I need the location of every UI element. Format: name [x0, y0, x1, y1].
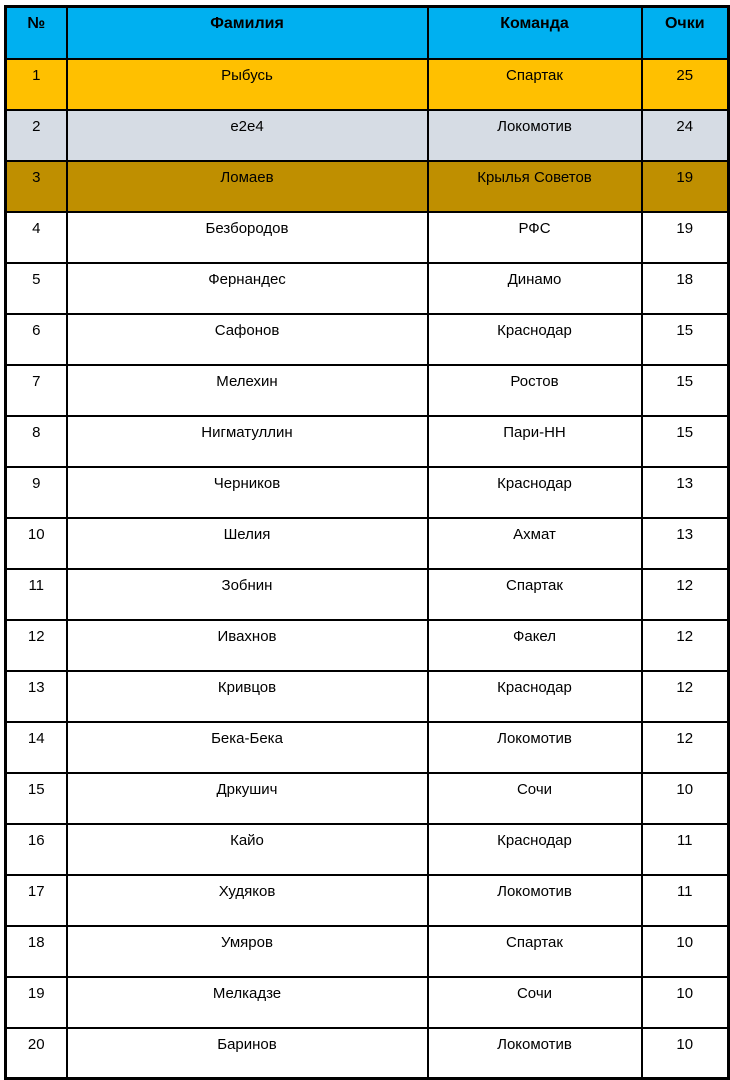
column-header-team: Команда — [428, 7, 642, 59]
table-row — [6, 926, 729, 977]
surname-cell: Ивахнов — [67, 620, 428, 671]
table-body — [6, 59, 729, 1079]
points-cell: 15 — [642, 365, 729, 416]
team-cell: Локомотив — [428, 875, 642, 926]
points-cell: 24 — [642, 110, 729, 161]
team-cell: Ахмат — [428, 518, 642, 569]
rank-cell: 19 — [6, 977, 67, 1028]
surname-cell: Дркушич — [67, 773, 428, 824]
surname-cell: Бека-Бека — [67, 722, 428, 773]
table-row — [6, 977, 729, 1028]
points-cell: 13 — [642, 467, 729, 518]
table-row — [6, 263, 729, 314]
column-header-surname: Фамилия — [67, 7, 428, 59]
points-cell: 12 — [642, 671, 729, 722]
points-cell: 10 — [642, 1028, 729, 1079]
rank-cell: 17 — [6, 875, 67, 926]
team-cell: Локомотив — [428, 110, 642, 161]
rank-cell: 2 — [6, 110, 67, 161]
surname-cell: Рыбусь — [67, 59, 428, 110]
points-cell: 19 — [642, 161, 729, 212]
table-row — [6, 824, 729, 875]
team-cell: Факел — [428, 620, 642, 671]
table-row — [6, 161, 729, 212]
surname-cell: Кривцов — [67, 671, 428, 722]
team-cell: Локомотив — [428, 722, 642, 773]
table-row — [6, 314, 729, 365]
rank-cell: 8 — [6, 416, 67, 467]
team-cell: Сочи — [428, 977, 642, 1028]
team-cell: Спартак — [428, 569, 642, 620]
rank-cell: 7 — [6, 365, 67, 416]
rank-cell: 18 — [6, 926, 67, 977]
surname-cell: Черников — [67, 467, 428, 518]
rank-cell: 3 — [6, 161, 67, 212]
table-row — [6, 722, 729, 773]
rank-cell: 5 — [6, 263, 67, 314]
rank-cell: 15 — [6, 773, 67, 824]
table-row — [6, 467, 729, 518]
team-cell: Краснодар — [428, 314, 642, 365]
points-cell: 18 — [642, 263, 729, 314]
team-cell: РФС — [428, 212, 642, 263]
rank-cell: 20 — [6, 1028, 67, 1079]
rank-cell: 6 — [6, 314, 67, 365]
team-cell: Краснодар — [428, 467, 642, 518]
table-row — [6, 518, 729, 569]
surname-cell: Кайо — [67, 824, 428, 875]
team-cell: Локомотив — [428, 1028, 642, 1079]
rank-cell: 4 — [6, 212, 67, 263]
team-cell: Пари-НН — [428, 416, 642, 467]
surname-cell: Мелехин — [67, 365, 428, 416]
column-header-rank: № — [6, 7, 67, 59]
rank-cell: 1 — [6, 59, 67, 110]
surname-cell: Ломаев — [67, 161, 428, 212]
points-cell: 25 — [642, 59, 729, 110]
team-cell: Крылья Советов — [428, 161, 642, 212]
team-cell: Спартак — [428, 59, 642, 110]
table-row — [6, 569, 729, 620]
team-cell: Динамо — [428, 263, 642, 314]
surname-cell: Шелия — [67, 518, 428, 569]
surname-cell: Сафонов — [67, 314, 428, 365]
points-cell: 12 — [642, 620, 729, 671]
team-cell: Спартак — [428, 926, 642, 977]
surname-cell: Зобнин — [67, 569, 428, 620]
rank-cell: 11 — [6, 569, 67, 620]
surname-cell: Фернандес — [67, 263, 428, 314]
team-cell: Ростов — [428, 365, 642, 416]
points-cell: 19 — [642, 212, 729, 263]
table-row — [6, 365, 729, 416]
table-row — [6, 416, 729, 467]
surname-cell: Баринов — [67, 1028, 428, 1079]
table-row — [6, 1028, 729, 1079]
table-row — [6, 110, 729, 161]
points-cell: 10 — [642, 926, 729, 977]
points-cell: 12 — [642, 569, 729, 620]
points-cell: 10 — [642, 977, 729, 1028]
table-row — [6, 59, 729, 110]
rank-cell: 12 — [6, 620, 67, 671]
surname-cell: e2e4 — [67, 110, 428, 161]
surname-cell: Нигматуллин — [67, 416, 428, 467]
points-cell: 15 — [642, 416, 729, 467]
points-cell: 11 — [642, 824, 729, 875]
table-row — [6, 773, 729, 824]
points-cell: 13 — [642, 518, 729, 569]
rank-cell: 10 — [6, 518, 67, 569]
team-cell: Краснодар — [428, 671, 642, 722]
surname-cell: Безбородов — [67, 212, 428, 263]
team-cell: Краснодар — [428, 824, 642, 875]
team-cell: Сочи — [428, 773, 642, 824]
points-cell: 12 — [642, 722, 729, 773]
rank-cell: 9 — [6, 467, 67, 518]
surname-cell: Умяров — [67, 926, 428, 977]
surname-cell: Мелкадзе — [67, 977, 428, 1028]
table-row — [6, 212, 729, 263]
points-cell: 11 — [642, 875, 729, 926]
table-row — [6, 875, 729, 926]
rank-cell: 16 — [6, 824, 67, 875]
table-row — [6, 620, 729, 671]
column-header-points: Очки — [642, 7, 729, 59]
rank-cell: 13 — [6, 671, 67, 722]
surname-cell: Худяков — [67, 875, 428, 926]
points-cell: 15 — [642, 314, 729, 365]
header-row — [6, 7, 729, 59]
rank-cell: 14 — [6, 722, 67, 773]
points-cell: 10 — [642, 773, 729, 824]
table-row — [6, 671, 729, 722]
standings-table — [4, 5, 730, 1080]
